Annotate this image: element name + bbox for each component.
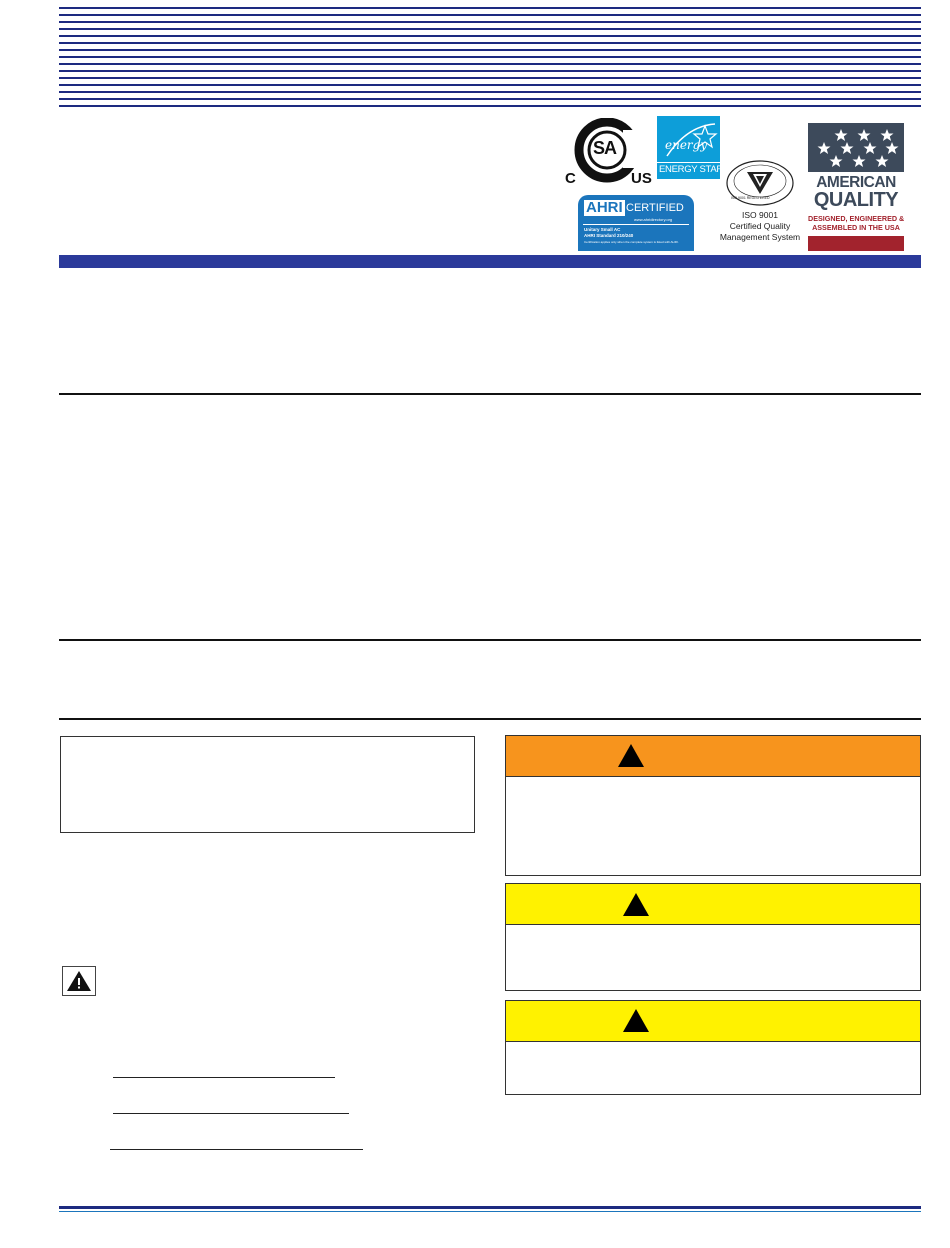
flag-stars-panel (808, 123, 904, 172)
ahri-brand: AHRI (586, 199, 623, 216)
energy-star-logo (657, 116, 723, 179)
american-quality-logo (808, 123, 904, 251)
csa-logo (565, 118, 655, 190)
ahri-line1: Unitary Small AC (584, 227, 621, 232)
footer-rule-thin (59, 1211, 921, 1212)
flag-red-bar (808, 236, 904, 251)
header-band (59, 255, 921, 268)
warning-icon (62, 966, 96, 996)
quality-text: QUALITY (813, 189, 899, 211)
csa-us-text: US (631, 170, 652, 187)
warning-header (506, 736, 920, 777)
footer-rule (59, 1206, 921, 1209)
energy-star-label: ENERGY STAR (659, 164, 723, 175)
american-text: AMERICAN (816, 174, 896, 191)
ahri-url: www.ahridirectory.org (634, 217, 673, 222)
blank-line-2 (113, 1113, 349, 1114)
designed-text: DESIGNED, ENGINEERED & (808, 214, 905, 223)
caution-header-1 (506, 884, 920, 925)
ahri-footnote: Certification applies only when the complete system is listed with AHRI. (584, 240, 679, 244)
ahri-line2: AHRI Standard 210/240 (584, 233, 634, 238)
alert-triangle-icon (623, 1009, 649, 1032)
section-rule-2 (59, 639, 921, 641)
iso-line1: ISO 9001 (742, 210, 778, 220)
notice-box (60, 736, 475, 833)
iso-line3: Management System (719, 232, 801, 242)
ahri-certified-logo (578, 195, 694, 251)
caution-box-1 (505, 883, 921, 991)
csa-c-text: C (565, 170, 576, 187)
assembled-text: ASSEMBLED IN THE USA (812, 223, 900, 232)
caution-header-2 (506, 1001, 920, 1042)
stars-icon (808, 123, 904, 172)
csa-center-text: SA (593, 138, 617, 158)
iso-9001-logo (718, 160, 802, 244)
blank-line-3 (110, 1149, 363, 1150)
energy-script: energy (665, 138, 708, 152)
iso-line2: Certified Quality (729, 221, 791, 231)
warning-box (505, 735, 921, 876)
blank-line-1 (113, 1077, 335, 1078)
alert-triangle-icon (618, 744, 644, 767)
iso-seal-text: ISO 9001 REGISTERED (731, 196, 770, 200)
section-rule-1 (59, 393, 921, 395)
section-rule-3 (59, 718, 921, 720)
alert-triangle-icon (623, 893, 649, 916)
ahri-certified-word: CERTIFIED (626, 202, 684, 214)
caution-box-2 (505, 1000, 921, 1095)
